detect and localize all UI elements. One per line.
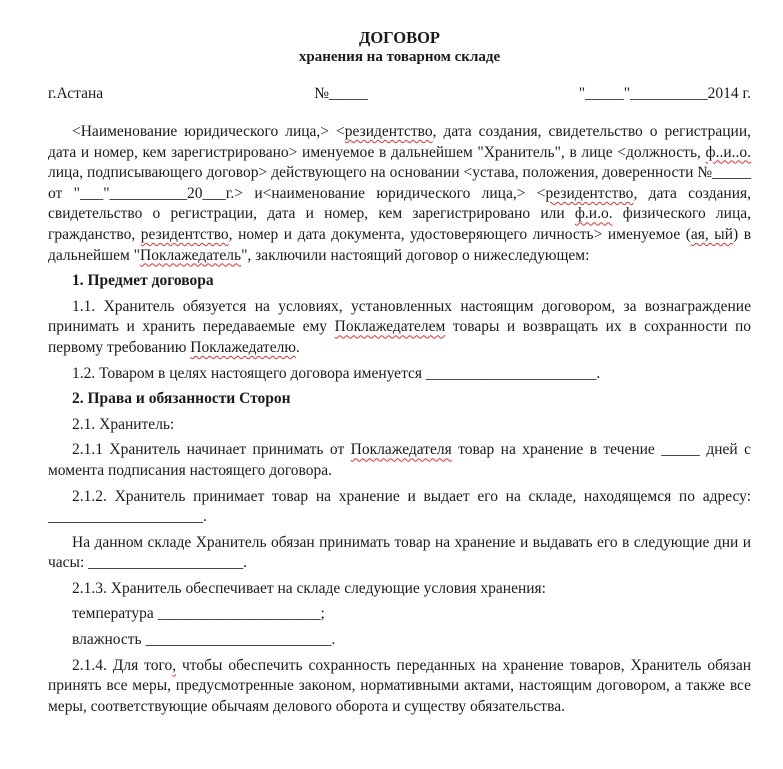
document-page	[48, 28, 751, 717]
humidity-line: влажность ________________________.	[72, 631, 336, 649]
section-2-heading: 2. Права и обязанности Сторон	[72, 390, 291, 408]
document-subtitle: хранения на товарном складе	[298, 49, 501, 65]
schedule-paragraph: На данном складе Хранитель обязан принимать товар на хранение и выдавать его в следующие дни и часы: ____________________.	[48, 533, 751, 572]
contract-number: №_____	[314, 85, 368, 102]
preamble: <Наименование юридического лица,> <резидентство, дата создания, свидетельство о регистрации, дата и номер, кем зарегистрировано> именуемое в дальнейшем "Хранитель", в лице <должность, ф..и..о. лица, подписывающего договор> действующего на основании <устава, положения, доверенности №_____ от "___"__________20___г.> и<наименование юридического лица,> <резидентство, дата создания, свидетельство о регистрации, дата и номер, кем зарегистрировано или ф.и.о. физического лица, гражданство, резидентство, номер и дата документа, удостоверяющего личность> именуемое (ая, ый) в дальнейшем "Поклажедатель", заключили настоящий договор о нижеследующем:	[48, 123, 752, 264]
clause-2-1-3: 2.1.3. Хранитель обеспечивает на складе следующие условия хранения:	[72, 579, 546, 597]
clause-2-1-2: 2.1.2. Хранитель принимает товар на хранение и выдает его на складе, находящемся по адресу: ____________________.	[48, 487, 751, 526]
contract-date: "_____"__________2014 г.	[578, 85, 751, 102]
clause-2-1-1: 2.1.1 Хранитель начинает принимать от Поклажедателя товар на хранение в течение _____ дней с момента подписания настоящего договора.	[48, 441, 751, 479]
clause-2-1: 2.1. Хранитель:	[72, 415, 175, 433]
document-title: ДОГОВОР	[358, 28, 441, 47]
clause-1-1: 1.1. Хранитель обязуется на условиях, установленных настоящим договором, за вознаграждение принимать и хранить передаваемые ему Поклажедателем товары и возвращать их в сохранности по первому требованию Поклажедателю.	[48, 297, 751, 356]
clause-1-2: 1.2. Товаром в целях настоящего договора именуется ______________________.	[72, 364, 601, 382]
header-line	[48, 84, 751, 104]
temperature-line: температура _____________________;	[72, 605, 325, 623]
city: г.Астана	[48, 85, 104, 102]
section-1-heading: 1. Предмет договора	[72, 272, 214, 290]
clause-2-1-4: 2.1.4. Для того, чтобы обеспечить сохранность переданных на хранение товаров, Хранитель обязан принять все меры, предусмотренные законом, нормативными актами, настоящим договором, а также все меры, соответствующие обычаям делового оборота и существу обязательства.	[48, 656, 751, 715]
